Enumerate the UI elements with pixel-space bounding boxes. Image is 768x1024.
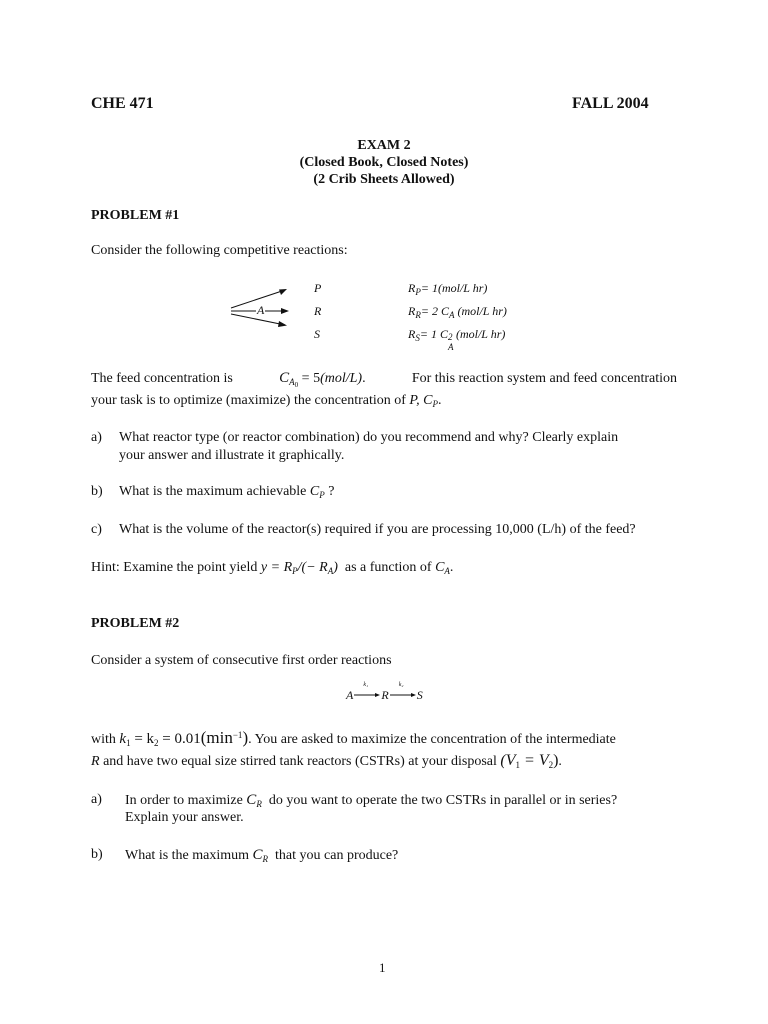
question-1c-text: What is the volume of the reactor(s) required if you are processing 10,000 (L/h) of the feed? (119, 522, 636, 537)
r-line: R and have two equal size stirred tank reactors (CSTRs) at your disposal $(V_1 = V_2)$. (91, 752, 562, 770)
feed-math: $C_{A0} = 5(mol/L)$. (279, 370, 366, 389)
question-1c-label: c) (91, 522, 102, 537)
question-2b-label: b) (91, 847, 103, 862)
problem-1-intro: Consider the following competitive reactions: (91, 243, 348, 258)
consecutive-reaction: A k₁ R k₂ S (346, 682, 423, 702)
rate-law-r: $R_R= 2$ $C_A$ (mol/L hr) (408, 304, 507, 320)
problem-2-intro: Consider a system of consecutive first order reactions (91, 653, 392, 668)
rate-law-s: $R_S= 1$ C 2 A (mol/L hr) (408, 327, 506, 352)
page-number: 1 (379, 960, 386, 975)
k-line: with $k_1 = k_2 = 0.01(\min^{-1})$. You are asked to maximize the concentration of the intermediate (91, 728, 616, 748)
rate-law-p: $R_P= 1(mol/L$ hr) (408, 281, 488, 297)
question-1a-label: a) (91, 430, 102, 445)
question-1b-label: b) (91, 484, 103, 499)
exam-subtitle-2: (2 Crib Sheets Allowed) (313, 172, 455, 187)
question-2b-text: What is the maximum $C_R$ that you can produce? (125, 847, 399, 864)
question-1b-text: What is the maximum achievable $C_P$ ? (119, 484, 335, 500)
course-code: CHE 471 (91, 95, 154, 112)
problem-1-heading: PROBLEM #1 (91, 208, 180, 223)
question-2a-text: In order to maximize $C_R$ do you want to operate the two CSTRs in parallel or in series? (125, 792, 618, 809)
question-1a-line2: your answer and illustrate it graphically. (119, 448, 345, 463)
feed-line (91, 370, 677, 389)
arrow-k2-icon (389, 689, 417, 701)
reactant-a: A (257, 303, 265, 317)
product-p: P (314, 281, 322, 295)
hint-line: Hint: Examine the point yield $y = R_P/(- R_A)$ as a function of $C_A$. (91, 560, 454, 576)
term: FALL 2004 (572, 95, 649, 112)
feed-text-a: The feed concentration is (91, 371, 233, 386)
exam-subtitle-1: (Closed Book, Closed Notes) (299, 155, 469, 170)
exam-title: EXAM 2 (357, 138, 411, 153)
product-s: S (314, 327, 320, 341)
arrow-k1-icon (353, 689, 381, 701)
feed-text-b: For this reaction system and feed concentration (411, 371, 677, 386)
question-2a-line2: Explain your answer. (125, 810, 244, 825)
question-2a-label: a) (91, 792, 102, 807)
question-1a-line1: What reactor type (or reactor combination) do you recommend and why? Clearly explain (119, 430, 619, 445)
problem-2-heading: PROBLEM #2 (91, 616, 180, 631)
product-r: R (314, 304, 322, 318)
task-line: your task is to optimize (maximize) the concentration of P, $C_P$. (91, 393, 442, 409)
